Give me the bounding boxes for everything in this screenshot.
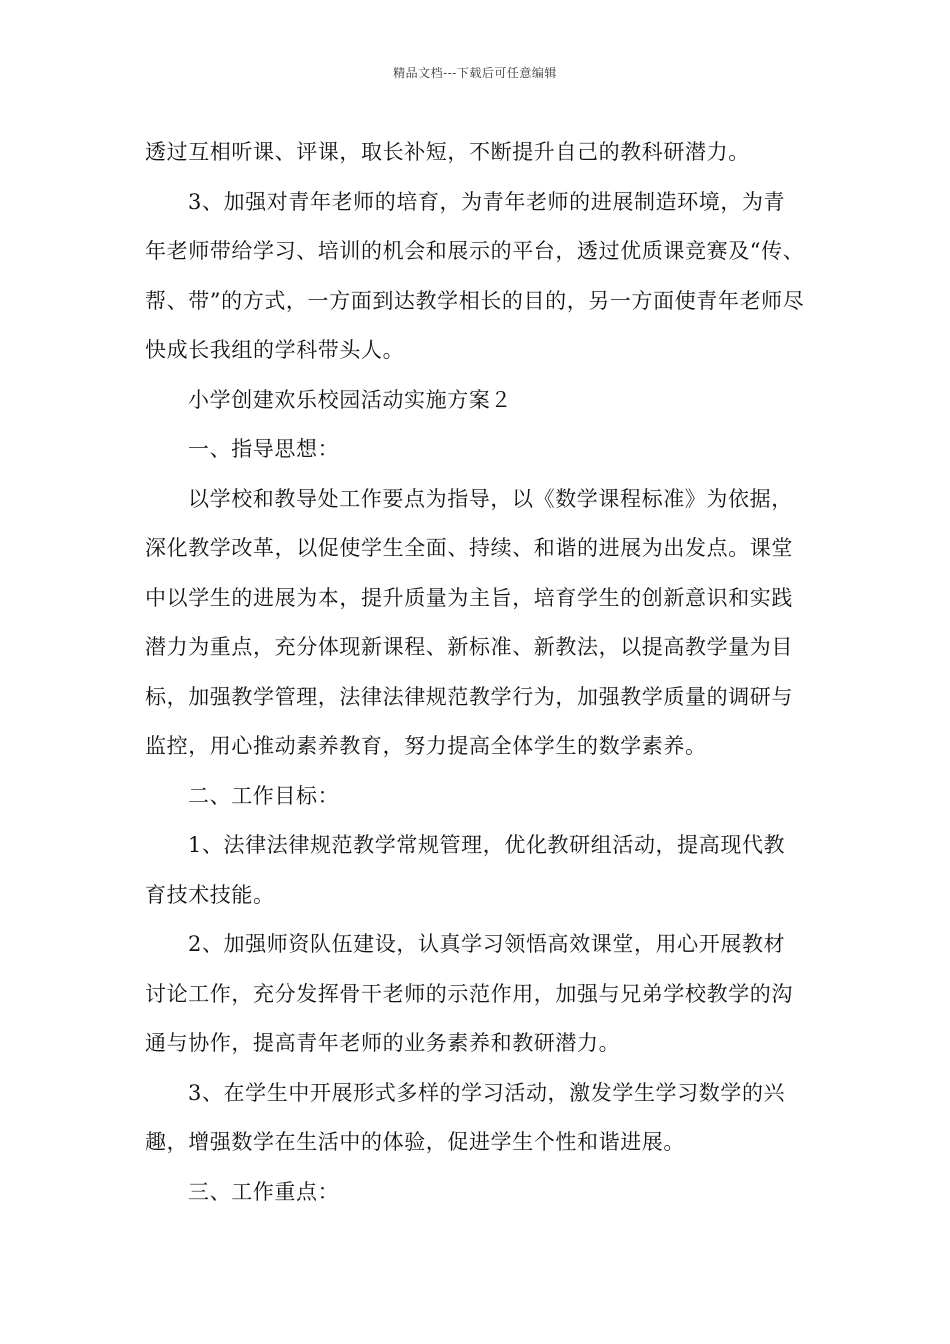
paragraph-continuation: 透过互相听课、评课，取长补短，不断提升自己的教科研潜力。	[145, 140, 750, 164]
document-body	[145, 128, 805, 1217]
section-title: 小学创建欢乐校园活动实施方案２	[188, 387, 512, 412]
paragraph-guiding-ideology: 以学校和教导处工作要点为指导，以《数学课程标准》为依据，深化教学改革，以促使学生全面、持续、和谐的进展为出发点。课堂中以学生的进展为本，提升质量为主旨，培育学生的创新意识和实践潜力为重点，充分体现新课程、新标准、新教法，以提高教学量为目标，加强教学管理，法律法律规范教学行为，加强教学质量的调研与监控，用心推动素养教育，努力提高全体学生的数学素养。	[145, 486, 793, 758]
paragraph-goal-3: 3、在学生中开展形式多样的学习活动，激发学生学习数学的兴趣，增强数学在生活中的体验，促进学生个性和谐进展。	[145, 1080, 786, 1154]
paragraph-young-teacher-training: 3、加强对青年老师的培育，为青年老师的进展制造环境，为青年老师带给学习、培训的机会和展示的平台，透过优质课竞赛及“传、帮、带”的方式，一方面到达教学相长的目的，另一方面使青年老师尽快成长我组的学科带头人。	[145, 189, 805, 362]
paragraph-goal-1: 1、法律法律规范教学常规管理，优化教研组活动，提高现代教育技术技能。	[145, 833, 786, 907]
heading-guiding-ideology: 一、指导思想：	[188, 437, 340, 461]
paragraph-goal-2: 2、加强师资队伍建设，认真学习领悟高效课堂，用心开展教材讨论工作，充分发挥骨干老师的示范作用，加强与兄弟学校教学的沟通与协作，提高青年老师的业务素养和教研潜力。	[145, 932, 793, 1055]
heading-work-goals: 二、工作目标：	[188, 783, 340, 808]
heading-work-focus: 三、工作重点：	[188, 1179, 340, 1204]
page-header: 精品文档---下载后可任意编辑	[393, 66, 557, 80]
